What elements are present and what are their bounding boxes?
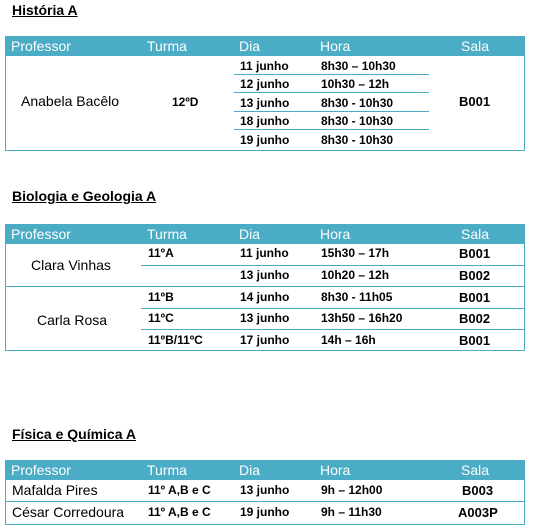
sala-cell: B001 [459,246,491,261]
header-turma: Turma [147,462,187,478]
row-divider [141,265,524,266]
professor-name: César Corredoura [12,504,125,520]
header-professor: Professor [11,226,71,242]
row-divider [6,501,524,502]
table-body [5,480,525,525]
dia-cell: 13 junho [240,483,290,497]
turma-cell: 11º A,B e C [148,505,211,519]
dia-cell: 12 junho [240,77,290,91]
sala-cell: B001 [459,94,491,109]
professor-name: Clara Vinhas [31,257,111,273]
dia-cell: 14 junho [240,290,290,304]
hora-cell: 14h – 16h [321,333,376,347]
table-body [5,244,525,351]
hora-cell: 8h30 - 10h30 [321,96,394,110]
sala-cell: B002 [459,311,491,326]
hora-cell: 9h – 11h30 [321,505,382,519]
row-divider [141,329,524,330]
section-title-biologia: Biologia e Geologia A [12,188,157,204]
sala-cell: B001 [459,290,491,305]
header-sala: Sala [461,226,490,242]
dia-cell: 19 junho [240,133,290,147]
header-dia: Dia [239,226,261,242]
header-hora: Hora [320,462,351,478]
dia-cell: 17 junho [240,333,290,347]
row-divider [234,74,429,75]
turma-cell: 11º A,B e C [148,483,211,497]
turma-cell: 11ºA [148,246,174,260]
dia-cell: 13 junho [240,96,290,110]
table-header [5,460,525,480]
header-dia: Dia [239,38,261,54]
hora-cell: 8h30 - 10h30 [321,133,394,147]
hora-cell: 10h30 – 12h [321,77,390,91]
header-turma: Turma [147,226,187,242]
professor-name: Carla Rosa [37,312,108,328]
dia-cell: 18 junho [240,114,290,128]
row-divider [234,129,429,130]
header-dia: Dia [239,462,261,478]
row-divider [141,308,524,309]
hora-cell: 15h30 – 17h [321,246,390,260]
header-hora: Hora [320,38,351,54]
header-turma: Turma [147,38,187,54]
hora-cell: 8h30 - 10h30 [321,114,394,128]
hora-cell: 10h20 – 12h [321,268,390,282]
header-sala: Sala [461,462,490,478]
turma-cell: 11ºC [148,311,174,325]
hora-cell: 13h50 – 16h20 [321,311,403,325]
table-header [5,224,525,244]
turma-cell: 12ºD [172,95,199,109]
row-divider [234,111,429,112]
turma-cell: 11ºB [148,290,174,304]
sala-cell: A003P [458,505,498,520]
hora-cell: 8h30 – 10h30 [321,59,396,73]
sala-cell: B003 [462,483,494,498]
group-divider [6,286,524,287]
row-divider [234,92,429,93]
header-professor: Professor [11,462,71,478]
professor-name: Anabela Bacêlo [21,93,120,109]
section-title-fisica: Física e Química A [12,426,136,442]
table-header [5,36,525,56]
section-title-historia: História A [12,2,78,18]
dia-cell: 11 junho [240,246,289,260]
header-hora: Hora [320,226,351,242]
dia-cell: 13 junho [240,311,290,325]
table-body [5,56,525,151]
professor-name: Mafalda Pires [12,482,98,498]
header-sala: Sala [461,38,490,54]
header-professor: Professor [11,38,71,54]
hora-cell: 9h – 12h00 [321,483,383,497]
dia-cell: 13 junho [240,268,290,282]
sala-cell: B001 [459,333,491,348]
hora-cell: 8h30 - 11h05 [321,290,393,304]
dia-cell: 11 junho [240,59,289,73]
sala-cell: B002 [459,268,491,283]
turma-cell: 11ºB/11ºC [148,333,203,347]
dia-cell: 19 junho [240,505,290,519]
